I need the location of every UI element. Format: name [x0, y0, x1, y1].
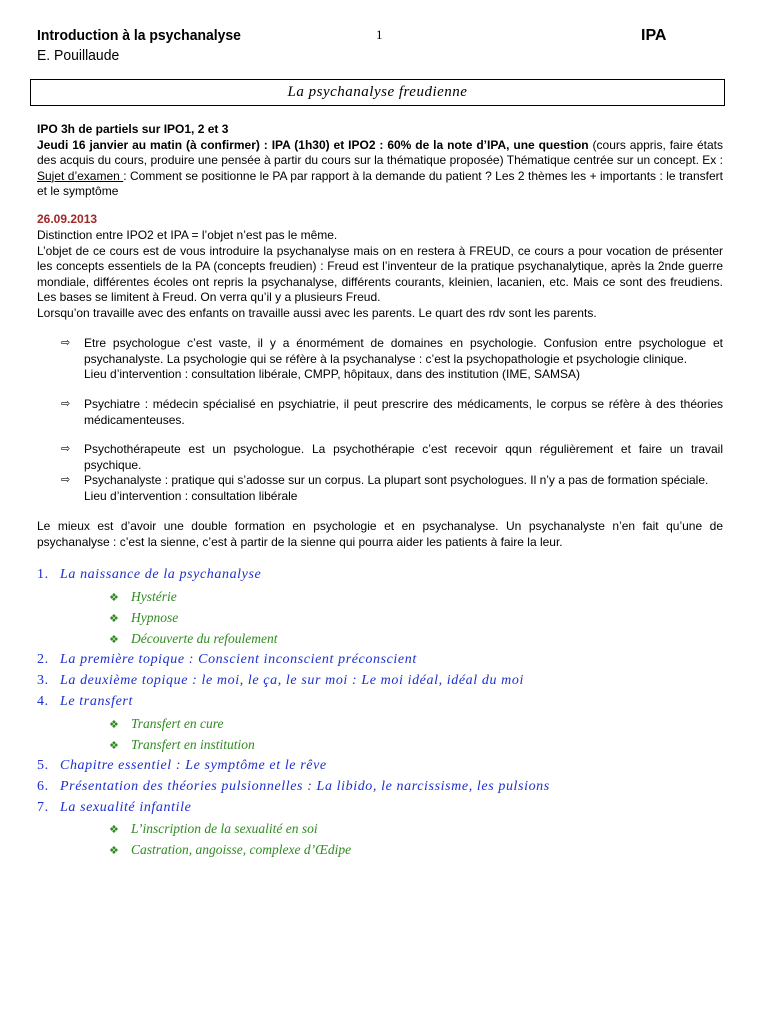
para-line: Distinction entre IPO2 et IPA = l’objet n’est pas le même. — [37, 228, 338, 242]
right-arrow-outline-icon: ⇨ — [61, 398, 71, 410]
four-diamond-icon: ❖ — [109, 613, 119, 625]
course-title: Introduction à la psychanalyse — [37, 27, 241, 44]
conclusion-paragraph: Le mieux est d’avoir une double formation en psychologie et en psychanalyse. Un psychanalyste n’en fait qu’une de psychanalyse : c’est la sienne, c’est à partir de la sienne qui pourra aider les patients à faire la leur. — [37, 519, 723, 549]
bullet-item: ⇨ Psychiatre : médecin spécialisé en psychiatrie, il peut prescrire des médicaments, le corpus se réfère à des théories médicamenteuses. — [61, 397, 723, 427]
outline-subitem: ❖ L’inscription de la sexualité en soi — [109, 821, 318, 836]
outline-item: 2. La première topique : Conscient inconscient préconscient — [37, 652, 417, 667]
four-diamond-icon: ❖ — [109, 719, 119, 731]
intro-description: (cours appris, faire états des acquis du cours, produire une pensée à partir du cours sur la thématique proposée) Thématique centrée sur un concept. Ex : — [37, 137, 723, 167]
four-diamond-icon: ❖ — [109, 740, 119, 752]
course-code: IPA — [641, 27, 667, 44]
right-arrow-outline-icon: ⇨ — [61, 474, 71, 486]
outline-subitem: ❖ Transfert en institution — [109, 737, 255, 752]
page-number: 1 — [376, 27, 383, 42]
paragraph-1 — [37, 228, 723, 321]
outline-item: 5. Chapitre essentiel : Le symptôme et le rêve — [37, 758, 327, 773]
outline-subitem: ❖ Hypnose — [109, 610, 179, 625]
intro-question: : Comment se positionne le PA par rapport à la demande du patient ? Les 2 thèmes les + importants : le transfert et le symptôme — [37, 168, 723, 198]
document-title: La psychanalyse freudienne — [30, 79, 725, 106]
intro-exam-date: Jeudi 16 janvier au matin (à confirmer) : IPA (1h30) et IPO2 : 60% de la note d’IPA, une question — [37, 137, 589, 152]
right-arrow-outline-icon: ⇨ — [61, 443, 71, 455]
four-diamond-icon: ❖ — [109, 845, 119, 857]
intro-block — [37, 122, 723, 200]
para-line: L’objet de ce cours est de vous introduire la psychanalyse mais on en restera à FREUD, ce cours a pour vocation de présenter les concepts essentiels de la PA (concepts freudien) : Freud est l’inventeur de la pratique psychanalytique, après la 2nde guerre mondiale, différentes écoles ont repris la psychanalyse, différents courants, kleinien, lacanien, etc. Mais ce sont des freudiens. Les bases se limitent à Freud. On verra qu’il y a plusieurs Freud. — [37, 243, 723, 304]
outline-subitem: ❖ Hystérie — [109, 589, 177, 604]
session-date: 26.09.2013 — [37, 212, 98, 226]
intro-paragraph — [37, 138, 723, 200]
outline-subitem: ❖ Transfert en cure — [109, 716, 224, 731]
outline-subitem: ❖ Castration, angoisse, complexe d’Œdipe — [109, 842, 352, 857]
sujet-label: Sujet d’examen — [37, 168, 124, 183]
four-diamond-icon: ❖ — [109, 592, 119, 604]
outline-item: 6. Présentation des théories pulsionnelles : La libido, le narcissisme, les pulsions — [37, 779, 550, 794]
outline-subitem: ❖ Découverte du refoulement — [109, 631, 278, 646]
bullet-item: ⇨ Psychothérapeute est un psychologue. La psychothérapie c’est recevoir qqun régulièrement et faire un travail psychique. — [61, 442, 723, 472]
four-diamond-icon: ❖ — [109, 634, 119, 646]
bullet-item: ⇨ Psychanalyste : pratique qui s’adosse sur un corpus. La plupart sont psychologues. Il n’y a pas de formation spéciale. Lieu d’intervention : consultation libérale — [61, 473, 709, 503]
outline-item: 7. La sexualité infantile — [37, 800, 192, 815]
para-line: Lorsqu’on travaille avec des enfants on travaille aussi avec les parents. Le quart des rdv sont les parents. — [37, 305, 597, 320]
intro-line1: IPO 3h de partiels sur IPO1, 2 et 3 — [37, 122, 229, 136]
outline-item: 3. La deuxième topique : le moi, le ça, le sur moi : Le moi idéal, idéal du moi — [37, 673, 524, 688]
four-diamond-icon: ❖ — [109, 824, 119, 836]
outline-item: 4. Le transfert — [37, 694, 133, 709]
right-arrow-outline-icon: ⇨ — [61, 337, 71, 349]
outline-item: 1. La naissance de la psychanalyse — [37, 567, 262, 582]
author-name: E. Pouillaude — [37, 47, 120, 64]
bullet-item: ⇨ Etre psychologue c’est vaste, il y a énormément de domaines en psychologie. Confusion entre psychologue et psychanalyste. La psychologie qui se réfère à la psychanalyse : c’est la psychopathologie et psychologie clinique. Lieu d’intervention : consultation libérale, CMPP, hôpitaux, dans des institution (IME, SAMSA) — [61, 336, 723, 381]
